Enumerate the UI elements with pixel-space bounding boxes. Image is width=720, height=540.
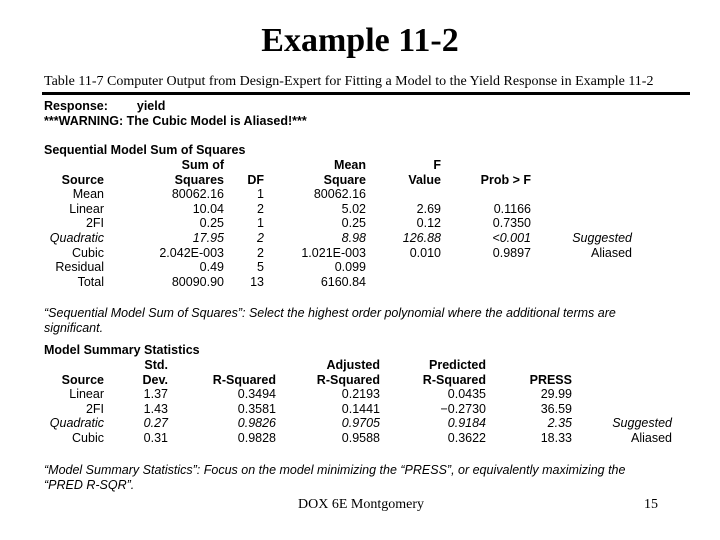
summary-header-row-1: Std. Adjusted Predicted <box>144 358 486 372</box>
table-row-suggested: Quadratic 17.95 2 8.98 126.88 <0.001 Suggested <box>49 230 632 245</box>
seq-heading: Sequential Model Sum of Squares <box>44 143 246 157</box>
summary-footnote-line-1: “Model Summary Statistics”: Focus on the model minimizing the “PRESS”, or equivalently maximizing the <box>44 463 626 477</box>
summary-table <box>44 358 672 446</box>
table-row: Linear 1.37 0.3494 0.2193 0.0435 29.99 <box>69 387 572 402</box>
table-row: Mean 80062.16 1 80062.16 <box>72 187 366 202</box>
footer-text: DOX 6E Montgomery <box>298 497 424 512</box>
summary-heading: Model Summary Statistics <box>44 343 200 357</box>
seq-header-row-2: Source Squares DF Square Value Prob > F <box>61 172 531 187</box>
table-row: Cubic 2.042E-003 2 1.021E-003 0.010 0.9897 Aliased <box>72 245 632 260</box>
response-label: Response: <box>44 99 108 113</box>
aliased-warning: ***WARNING: The Cubic Model is Aliased!*** <box>44 114 307 128</box>
seq-header-row-1: Sum of Mean F <box>181 158 441 172</box>
page-number: 15 <box>644 497 658 512</box>
table-row: Total 80090.90 13 6160.84 <box>77 274 366 289</box>
response-line <box>44 99 165 114</box>
table-row: Residual 0.49 5 0.099 <box>55 260 366 275</box>
table-row: Cubic 0.31 0.9828 0.9588 0.3622 18.33 Aliased <box>72 430 672 445</box>
seq-footnote-line-1: “Sequential Model Sum of Squares”: Select the highest order polynomial where the additional terms are <box>44 306 616 320</box>
table-row: Linear 10.04 2 5.02 2.69 0.1166 <box>69 201 531 216</box>
summary-header-row-2: Source Dev. R-Squared R-Squared R-Squared PRESS <box>61 372 572 387</box>
table-row: 2FI 1.43 0.3581 0.1441 −0.2730 36.59 <box>85 401 572 416</box>
response-value: yield <box>136 99 166 113</box>
slide-title: Example 11-2 <box>261 22 459 59</box>
table-row: 2FI 0.25 1 0.25 0.12 0.7350 <box>85 216 531 231</box>
table-row-suggested: Quadratic 0.27 0.9826 0.9705 0.9184 2.35 Suggested <box>49 416 672 431</box>
seq-table <box>44 158 632 289</box>
table-caption: Table 11-7 Computer Output from Design-Expert for Fitting a Model to the Yield Response in Example 11-2 <box>44 74 654 89</box>
seq-footnote-line-2: significant. <box>44 321 104 335</box>
caption-rule <box>42 92 690 95</box>
summary-footnote-line-2: “PRED R-SQR”. <box>44 478 135 492</box>
